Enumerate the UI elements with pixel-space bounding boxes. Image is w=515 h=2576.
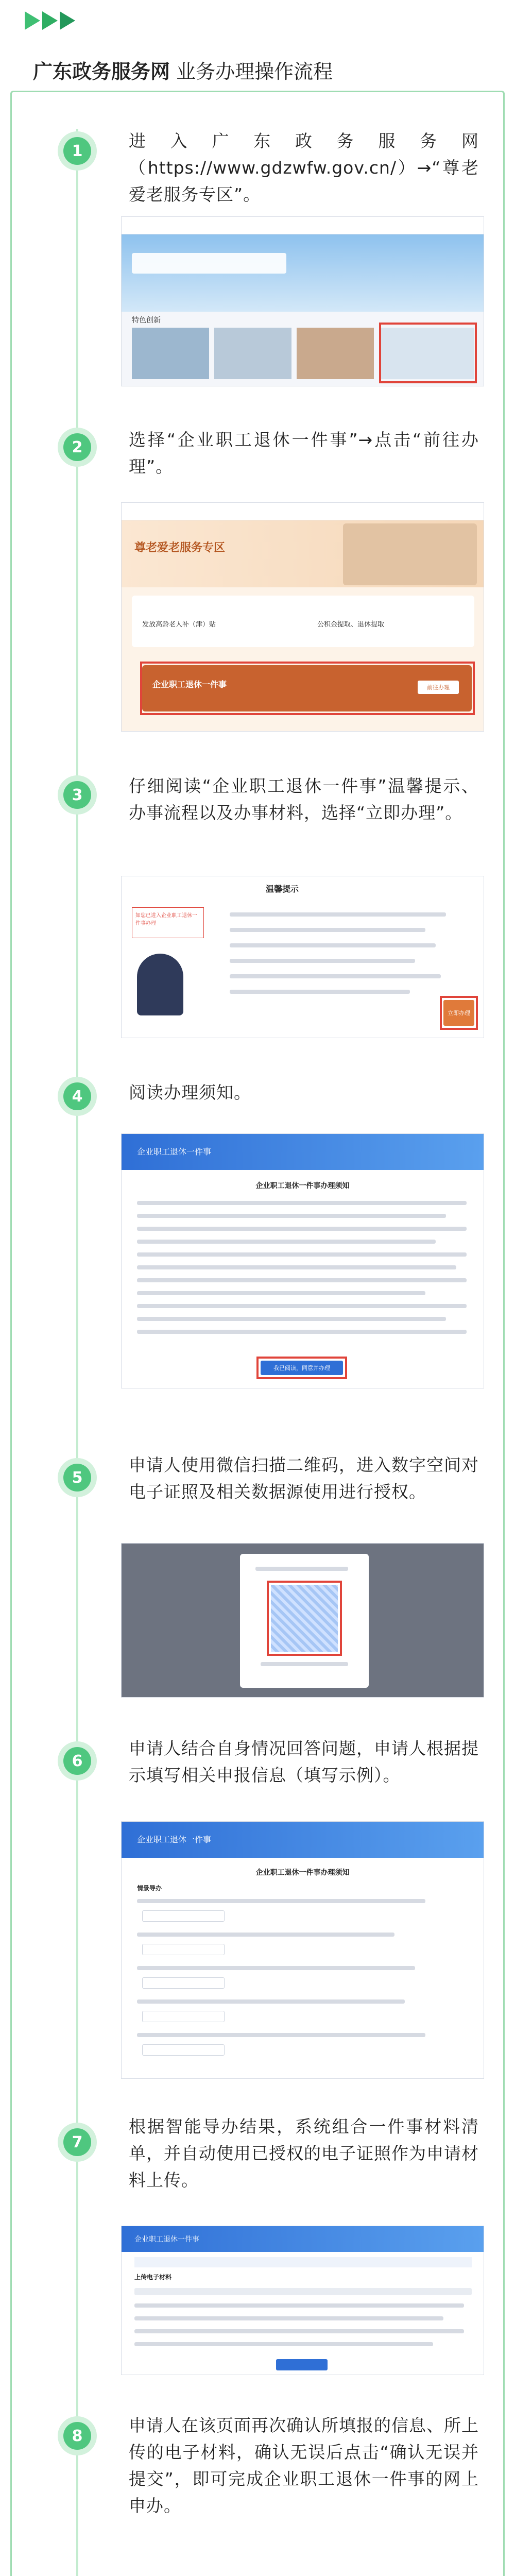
step-badge-1: 1 xyxy=(58,131,97,171)
step-badge-5: 5 xyxy=(58,1458,97,1497)
step-text-2: 选择“企业职工退休一件事”→点击“前往办理”。 xyxy=(129,430,479,477)
step-badge-4: 4 xyxy=(58,1077,97,1116)
screenshot-1 xyxy=(121,216,484,386)
arrow-decoration xyxy=(25,11,75,30)
screenshot-3 xyxy=(121,876,484,1038)
zone-title: 尊老爱老服务专区 xyxy=(134,541,226,554)
screenshot-2 xyxy=(121,502,484,732)
step-text-8: 申请人在该页面再次确认所填报的信息、所上传的电子材料，确认无误后点击“确认无误并提交”，即可完成企业职工退休一件事的网上申办。 xyxy=(129,2415,479,2516)
timeline-line xyxy=(76,129,78,2576)
tab-label-6: 企业职工退休一件事 xyxy=(137,1835,212,1844)
step-text-7: 根据智能导办结果，系统组合一件事材料清单，并自动使用已授权的电子证照作为申请材料上传。 xyxy=(129,2116,479,2190)
step-text-5: 申请人使用微信扫描二维码，进入数字空间对电子证照及相关数据源使用进行授权。 xyxy=(129,1455,479,1502)
step-text-1: 进入广东政务服务网（https://www.gdzwfw.gov.cn/）→“尊老爱老服务专区”。 xyxy=(129,131,479,205)
go-button[interactable]: 前往办理 xyxy=(418,681,459,694)
highlight-agree xyxy=(256,1357,347,1379)
highlight-zone xyxy=(379,323,477,383)
next-button[interactable] xyxy=(276,2359,328,2370)
step-badge-2: 2 xyxy=(58,428,97,467)
tip-bubble: 如您已进入企业职工退休一件事办理 xyxy=(132,907,204,938)
apply-button[interactable]: 立即办理 xyxy=(443,1000,474,1026)
section-label: 特色创新 xyxy=(132,316,161,325)
highlight-qr xyxy=(267,1581,342,1656)
notice-heading: 企业职工退休一件事办理须知 xyxy=(255,1182,350,1190)
step-text-6: 申请人结合自身情况回答问题，申请人根据提示填写相关申报信息（填写示例）。 xyxy=(129,1738,479,1785)
highlight-banner xyxy=(140,662,475,715)
screenshot-7 xyxy=(121,2226,484,2375)
upload-label: 上传电子材料 xyxy=(134,2274,172,2281)
card-1[interactable]: 发放高龄老人补（津）贴 xyxy=(142,621,216,629)
agree-button[interactable]: 我已阅读，同意并办理 xyxy=(261,1361,343,1375)
screenshot-4 xyxy=(121,1133,484,1388)
brand-name: 广东政务服务网 xyxy=(33,60,170,83)
guide-heading: 企业职工退休一件事办理须知 xyxy=(255,1869,350,1877)
step-text-4: 阅读办理须知。 xyxy=(129,1082,251,1103)
page-subtitle: 业务办理操作流程 xyxy=(170,60,333,83)
guide-label: 情景导办 xyxy=(137,1885,162,1892)
screenshot-6 xyxy=(121,1821,484,2079)
banner-label: 企业职工退休一件事 xyxy=(152,680,227,689)
step-badge-3: 3 xyxy=(58,775,97,815)
step-badge-7: 7 xyxy=(58,2123,97,2162)
tab-label: 企业职工退休一件事 xyxy=(137,1147,212,1157)
highlight-apply xyxy=(440,996,478,1030)
screenshot-5 xyxy=(121,1543,484,1698)
step-badge-6: 6 xyxy=(58,1741,97,1781)
tip-title: 温馨提示 xyxy=(266,884,299,894)
step-badge-8: 8 xyxy=(58,2416,97,2455)
card-2[interactable]: 公积金提取、退休提取 xyxy=(317,621,385,629)
page-title xyxy=(33,56,333,84)
step-text-3: 仔细阅读“企业职工退休一件事”温馨提示、办事流程以及办事材料，选择“立即办理”。 xyxy=(129,776,479,823)
tab-label-7: 企业职工退休一件事 xyxy=(134,2235,199,2244)
